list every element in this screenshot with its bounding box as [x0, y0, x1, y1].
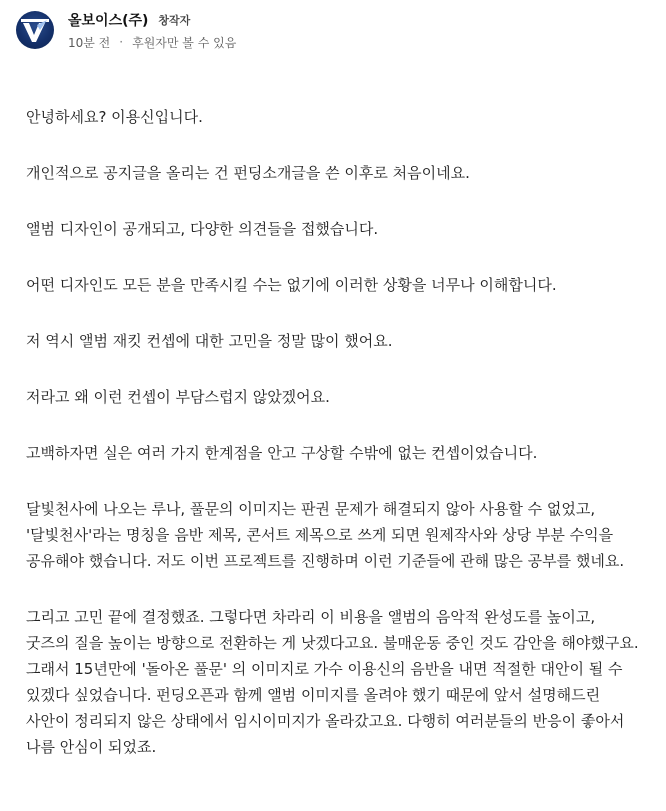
post-time: 10분 전	[68, 35, 111, 50]
creator-badge: 창작자	[158, 14, 191, 27]
post-header	[16, 8, 656, 58]
paragraph: 달빛천사에 나오는 루나, 풀문의 이미지는 판권 문제가 해결되지 않아 사용할 수 없었고, '달빛천사'라는 명칭을 음반 제목, 콘서트 제목으로 쓰게 되면 원제작사와 상당 부분 수익을 공유해야 했습니다. 저도 이번 프로젝트를 진행하며 이런 기준들에 관해 많은 공부를 했네요.	[26, 500, 625, 570]
post-visibility: 후원자만 볼 수 있음	[132, 35, 237, 50]
paragraph: 저 역시 앨범 재킷 컨셉에 대한 고민을 정말 많이 했어요.	[26, 332, 393, 350]
paragraph: 개인적으로 공지글을 올리는 건 펀딩소개글을 쓴 이후로 처음이네요.	[26, 164, 470, 182]
paragraph: 저라고 왜 이런 컨셉이 부담스럽지 않았겠어요.	[26, 388, 330, 406]
post-body	[26, 104, 642, 790]
author-row	[68, 10, 190, 30]
paragraph: 그리고 고민 끝에 결정했죠. 그렇다면 차라리 이 비용을 앨범의 음악적 완성도를 높이고, 굿즈의 질을 높이는 방향으로 전환하는 게 낫겠다고요. 불매운동 중인 것도 감안을 해야했구요. 그래서 15년만에 '돌아온 풀문' 의 이미지로 가수 이용신의 음반을 내면 적절한 대안이 될 수 있겠다 싶었습니다. 펀딩오픈과 함께 앨범 이미지를 올려야 했기 때문에 앞서 설명해드린 사안이 정리되지 않은 상태에서 임시이미지가 올라갔고요. 다행히 여러분들의 반응이 좋아서 나름 안심이 되었죠.	[26, 608, 639, 756]
author-name[interactable]: 올보이스(주)	[68, 13, 149, 29]
paragraph: 앨범 디자인이 공개되고, 다양한 의견들을 접했습니다.	[26, 220, 379, 238]
allvoice-logo-icon	[16, 11, 54, 49]
paragraph: 고백하자면 실은 여러 가지 한계점을 안고 구상할 수밖에 없는 컨셉이었습니다.	[26, 444, 538, 462]
paragraph-greeting: 안녕하세요? 이용신입니다.	[26, 108, 203, 126]
avatar[interactable]	[16, 11, 54, 49]
post-meta	[68, 33, 236, 51]
paragraph: 어떤 디자인도 모든 분을 만족시킬 수는 없기에 이러한 상황을 너무나 이해합니다.	[26, 276, 557, 294]
meta-separator: ·	[119, 35, 124, 49]
